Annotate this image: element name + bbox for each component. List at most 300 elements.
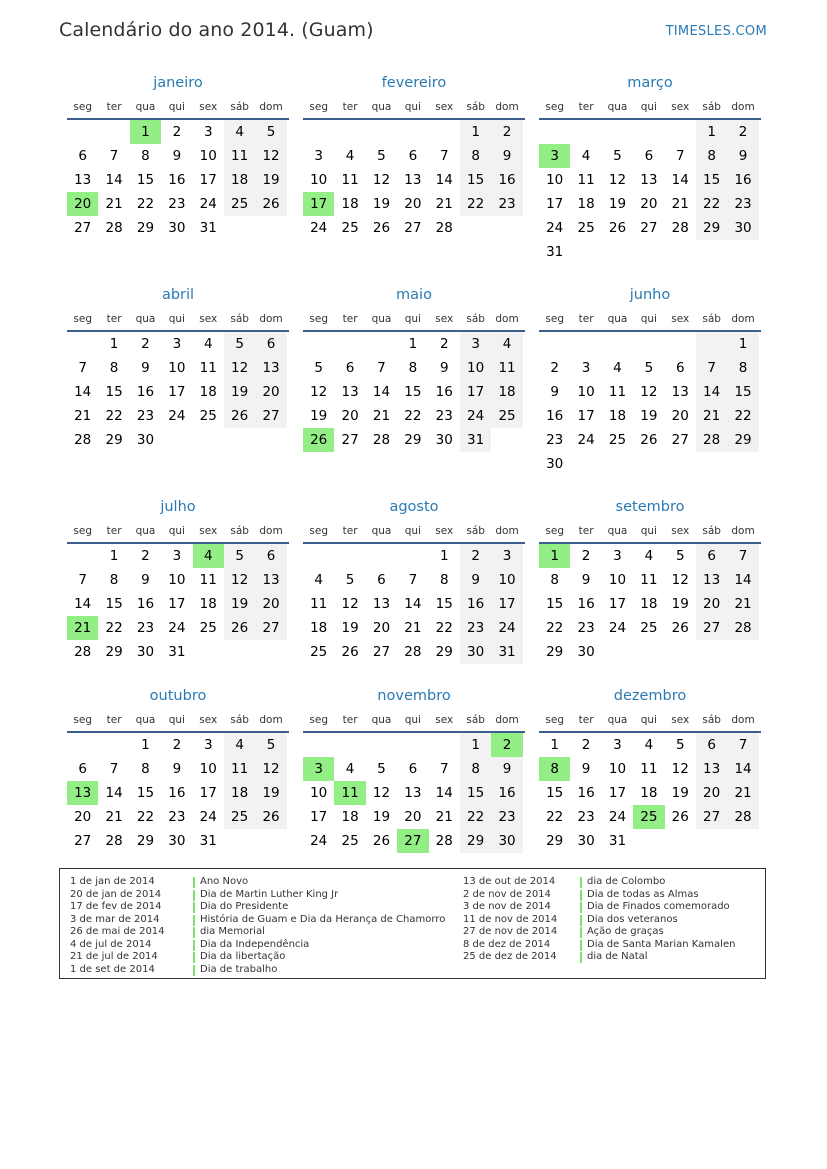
empty-cell (491, 428, 522, 452)
weekday-label: ter (578, 525, 594, 537)
day-cell: 6 (675, 360, 685, 376)
day-cell: 31 (168, 644, 186, 660)
weekday-label: seg (73, 101, 92, 113)
day-cell: 25 (199, 408, 217, 424)
day-cell: 16 (577, 785, 595, 801)
holiday-marker-icon (580, 940, 582, 951)
day-cell: 13 (404, 172, 422, 188)
legend-date: 26 de mai de 2014 (70, 926, 165, 937)
weekday-label: dom (259, 313, 283, 325)
day-cell: 25 (199, 620, 217, 636)
empty-cell (303, 332, 334, 356)
week-row (67, 781, 289, 805)
day-cell: 8 (696, 144, 727, 168)
day-cell: 26 (372, 833, 391, 849)
legend-date: 1 de jan de 2014 (70, 876, 155, 887)
empty-cell (727, 829, 758, 853)
empty-cell (98, 733, 129, 757)
legend-holiday-name: Dia de Santa Marian Kamalen (587, 938, 736, 950)
empty-cell (255, 640, 286, 664)
legend-holiday-name: Dia dos veteranos (587, 913, 678, 925)
day-cell: 29 (546, 833, 564, 849)
legend-date: 8 de dez de 2014 (463, 938, 551, 950)
holiday-day-cell: 21 (67, 616, 98, 640)
week-row (303, 404, 525, 428)
weekday-label: dom (259, 714, 283, 726)
day-cell: 8 (439, 572, 449, 588)
weekday-label: dom (495, 101, 519, 113)
legend-entry (463, 901, 735, 914)
day-cell: 27 (74, 220, 92, 236)
legend-entry (70, 951, 445, 964)
empty-cell (602, 332, 633, 356)
weekday-label: qui (640, 714, 657, 726)
day-cell: 5 (255, 120, 286, 144)
day-cell: 15 (136, 172, 155, 188)
week-row (539, 240, 761, 264)
weekday-header (539, 96, 761, 120)
empty-cell (366, 332, 397, 356)
weekday-label: sáb (230, 313, 249, 325)
day-cell: 14 (671, 172, 689, 188)
day-cell: 9 (581, 572, 591, 588)
day-cell: 31 (491, 640, 522, 664)
legend-date: 11 de nov de 2014 (463, 913, 558, 925)
legend-date: 25 de dez de 2014 (463, 951, 557, 962)
day-cell: 6 (696, 733, 727, 757)
day-cell: 4 (644, 548, 654, 564)
empty-cell (570, 120, 601, 144)
weekday-label: qua (135, 101, 156, 113)
day-cell: 11 (640, 761, 658, 777)
day-cell: 24 (546, 220, 564, 236)
empty-cell (224, 829, 255, 853)
day-cell: 20 (404, 196, 422, 212)
empty-cell (193, 428, 224, 452)
holiday-marker-icon (580, 915, 582, 926)
day-cell: 20 (696, 781, 727, 805)
day-cell: 19 (255, 168, 286, 192)
week-row (539, 640, 761, 664)
empty-cell (633, 240, 664, 264)
empty-cell (665, 240, 696, 264)
day-cell: 16 (491, 781, 522, 805)
legend-holiday-name: Ação de graças (587, 926, 664, 937)
day-cell: 23 (136, 408, 155, 424)
weekday-label: sex (671, 313, 690, 325)
weekday-label: sáb (702, 525, 721, 537)
day-cell: 23 (491, 805, 522, 829)
day-cell: 30 (577, 833, 595, 849)
day-cell: 15 (727, 380, 758, 404)
day-cell: 23 (546, 432, 564, 448)
weekday-label: sáb (702, 714, 721, 726)
weekday-label: seg (73, 714, 92, 726)
legend-entry (463, 889, 735, 902)
empty-cell (397, 544, 428, 568)
day-cell: 24 (608, 620, 627, 636)
day-cell: 24 (491, 616, 522, 640)
day-cell: 19 (255, 781, 286, 805)
day-cell: 26 (640, 432, 658, 448)
week-row (67, 356, 289, 380)
empty-cell (539, 332, 570, 356)
week-row (539, 805, 761, 829)
day-cell: 18 (491, 380, 522, 404)
week-row (303, 781, 525, 805)
day-cell: 20 (255, 592, 286, 616)
weekday-label: sex (435, 313, 454, 325)
day-cell: 6 (345, 360, 355, 376)
day-cell: 6 (696, 544, 727, 568)
day-cell: 11 (341, 172, 359, 188)
day-cell: 19 (608, 196, 627, 212)
day-cell: 13 (696, 568, 727, 592)
holiday-day-cell: 17 (303, 192, 334, 216)
day-cell: 25 (491, 404, 522, 428)
day-cell: 15 (105, 384, 123, 400)
empty-cell (633, 640, 664, 664)
day-cell: 3 (581, 360, 591, 376)
month-title: agosto (389, 499, 439, 515)
week-row (67, 332, 289, 356)
month-title: janeiro (153, 75, 203, 91)
week-row (67, 757, 289, 781)
day-cell: 24 (310, 220, 328, 236)
week-row (67, 120, 289, 144)
day-cell: 17 (199, 785, 217, 801)
day-cell: 29 (435, 644, 453, 660)
day-cell: 3 (203, 124, 213, 140)
empty-cell (696, 640, 727, 664)
day-cell: 5 (224, 544, 255, 568)
day-cell: 28 (74, 644, 92, 660)
day-cell: 6 (377, 572, 386, 588)
day-cell: 23 (577, 620, 595, 636)
weekday-label: qui (640, 101, 657, 113)
weekday-label: qui (168, 525, 185, 537)
weekday-label: sáb (702, 313, 721, 325)
day-cell: 7 (78, 360, 87, 376)
empty-cell (696, 452, 727, 476)
day-cell: 17 (491, 592, 522, 616)
weekday-label: sex (199, 714, 218, 726)
week-row (303, 168, 525, 192)
month-maio (303, 282, 525, 452)
day-cell: 4 (491, 332, 522, 356)
day-cell: 18 (640, 596, 658, 612)
holiday-marker-icon (193, 952, 195, 963)
day-cell: 12 (255, 757, 286, 781)
day-cell: 21 (404, 620, 422, 636)
month-title: fevereiro (381, 75, 447, 91)
empty-cell (161, 428, 192, 452)
day-cell: 25 (224, 805, 255, 829)
day-cell: 11 (224, 144, 255, 168)
day-cell: 16 (136, 596, 155, 612)
weekday-label: ter (342, 525, 358, 537)
day-cell: 18 (577, 196, 595, 212)
day-cell: 12 (671, 572, 689, 588)
day-cell: 29 (696, 216, 727, 240)
day-cell: 22 (105, 620, 123, 636)
day-cell: 1 (109, 548, 119, 564)
day-cell: 18 (310, 620, 328, 636)
day-cell: 15 (435, 596, 453, 612)
legend-entry (463, 876, 735, 889)
empty-cell (429, 733, 460, 757)
site-link[interactable]: TIMESLES.COM (665, 24, 767, 39)
empty-cell (665, 829, 696, 853)
day-cell: 11 (199, 572, 217, 588)
day-cell: 9 (581, 761, 591, 777)
empty-cell (570, 332, 601, 356)
day-cell: 23 (491, 192, 522, 216)
day-cell: 8 (550, 572, 559, 588)
day-cell: 24 (168, 408, 186, 424)
day-cell: 12 (608, 172, 627, 188)
weekday-label: sáb (230, 525, 249, 537)
week-row (539, 568, 761, 592)
day-cell: 19 (372, 809, 391, 825)
day-cell: 15 (136, 785, 155, 801)
week-row (67, 733, 289, 757)
legend-entry (463, 939, 735, 952)
day-cell: 5 (224, 332, 255, 356)
weekday-label: sex (199, 313, 218, 325)
day-cell: 10 (310, 172, 328, 188)
day-cell: 22 (696, 192, 727, 216)
day-cell: 20 (372, 620, 391, 636)
week-row (539, 757, 761, 781)
empty-cell (633, 452, 664, 476)
day-cell: 7 (727, 544, 758, 568)
empty-cell (696, 240, 727, 264)
day-cell: 18 (341, 196, 359, 212)
day-cell: 30 (136, 432, 155, 448)
day-cell: 5 (675, 548, 685, 564)
weekday-header (303, 96, 525, 120)
weekday-label: seg (545, 101, 564, 113)
day-cell: 14 (372, 384, 391, 400)
weekday-label: qui (640, 313, 657, 325)
week-row (303, 192, 525, 216)
day-cell: 28 (727, 805, 758, 829)
legend-holiday-name: História de Guam e Dia da Herança de Chamorro (200, 913, 446, 925)
day-cell: 4 (644, 737, 654, 753)
week-row (67, 192, 289, 216)
legend-entry (70, 914, 445, 927)
weekday-label: sex (435, 714, 454, 726)
day-cell: 19 (341, 620, 359, 636)
day-cell: 21 (671, 196, 689, 212)
legend-date: 3 de nov de 2014 (463, 901, 551, 912)
legend-column-left (70, 876, 445, 976)
day-cell: 10 (491, 568, 522, 592)
day-cell: 30 (136, 644, 155, 660)
weekday-header (67, 709, 289, 733)
week-row (67, 216, 289, 240)
day-cell: 2 (141, 336, 150, 352)
week-row (539, 192, 761, 216)
empty-cell (665, 120, 696, 144)
weekday-label: qua (607, 714, 628, 726)
week-row (303, 805, 525, 829)
day-cell: 20 (404, 809, 422, 825)
day-cell: 16 (168, 172, 186, 188)
day-cell: 5 (314, 360, 323, 376)
day-cell: 25 (341, 833, 359, 849)
week-row (539, 452, 761, 476)
day-cell: 28 (404, 644, 422, 660)
day-cell: 19 (671, 596, 689, 612)
week-row (539, 356, 761, 380)
day-cell: 3 (172, 336, 182, 352)
weekday-label: seg (545, 313, 564, 325)
legend-column-right (463, 876, 735, 964)
holiday-legend (59, 868, 766, 979)
month-agosto (303, 494, 525, 664)
legend-holiday-name: Dia de todas as Almas (587, 888, 699, 900)
month-dezembro (539, 683, 761, 853)
day-cell: 5 (345, 572, 355, 588)
day-cell: 25 (640, 620, 658, 636)
month-title: novembro (377, 688, 451, 704)
legend-entry (70, 876, 445, 889)
day-cell: 9 (141, 572, 150, 588)
weekday-header (303, 308, 525, 332)
weekday-label: dom (259, 101, 283, 113)
day-cell: 19 (372, 196, 391, 212)
day-cell: 27 (255, 404, 286, 428)
day-cell: 15 (460, 168, 491, 192)
day-cell: 28 (105, 833, 123, 849)
day-cell: 19 (224, 380, 255, 404)
weekday-label: sáb (230, 101, 249, 113)
legend-holiday-name: Dia do Presidente (200, 901, 289, 912)
empty-cell (460, 216, 491, 240)
holiday-marker-icon (580, 902, 582, 913)
month-setembro (539, 494, 761, 664)
holiday-day-cell: 25 (633, 805, 664, 829)
weekday-label: ter (342, 313, 358, 325)
weekday-label: sáb (466, 714, 485, 726)
day-cell: 17 (199, 172, 217, 188)
weekday-label: ter (342, 714, 358, 726)
day-cell: 14 (435, 785, 453, 801)
week-row (539, 428, 761, 452)
legend-entry (463, 914, 735, 927)
week-row (67, 568, 289, 592)
holiday-marker-icon (580, 890, 582, 901)
day-cell: 26 (671, 620, 689, 636)
day-cell: 4 (224, 120, 255, 144)
day-cell: 21 (372, 408, 391, 424)
day-cell: 30 (168, 833, 186, 849)
week-row (67, 805, 289, 829)
day-cell: 30 (460, 640, 491, 664)
weekday-label: qua (371, 101, 392, 113)
day-cell: 5 (377, 761, 386, 777)
week-row (539, 733, 761, 757)
weekday-label: ter (106, 313, 122, 325)
day-cell: 25 (341, 220, 359, 236)
day-cell: 18 (224, 168, 255, 192)
month-outubro (67, 683, 289, 853)
holiday-day-cell: 1 (130, 120, 161, 144)
weekday-label: ter (342, 101, 358, 113)
day-cell: 17 (168, 596, 186, 612)
week-row (67, 544, 289, 568)
day-cell: 23 (168, 196, 186, 212)
week-row (67, 144, 289, 168)
weekday-label: qua (135, 313, 156, 325)
empty-cell (193, 640, 224, 664)
day-cell: 9 (727, 144, 758, 168)
day-cell: 21 (435, 196, 453, 212)
day-cell: 6 (78, 148, 87, 164)
week-row (303, 640, 525, 664)
week-row (303, 380, 525, 404)
day-cell: 4 (203, 336, 213, 352)
day-cell: 23 (577, 809, 595, 825)
day-cell: 20 (341, 408, 359, 424)
holiday-marker-icon (193, 890, 195, 901)
empty-cell (255, 216, 286, 240)
week-row (303, 568, 525, 592)
day-cell: 3 (460, 332, 491, 356)
empty-cell (570, 452, 601, 476)
day-cell: 17 (608, 596, 627, 612)
holiday-marker-icon (193, 965, 195, 976)
day-cell: 12 (224, 356, 255, 380)
day-cell: 12 (640, 384, 658, 400)
day-cell: 27 (255, 616, 286, 640)
day-cell: 6 (408, 761, 418, 777)
month-julho (67, 494, 289, 664)
day-cell: 9 (491, 757, 522, 781)
day-cell: 28 (105, 220, 123, 236)
day-cell: 27 (74, 833, 92, 849)
day-cell: 15 (546, 596, 564, 612)
day-cell: 28 (74, 432, 92, 448)
day-cell: 11 (491, 356, 522, 380)
weekday-label: sáb (702, 101, 721, 113)
empty-cell (334, 120, 365, 144)
weekday-header (67, 96, 289, 120)
empty-cell (303, 120, 334, 144)
day-cell: 24 (199, 196, 217, 212)
day-cell: 26 (341, 644, 359, 660)
weekday-label: dom (495, 714, 519, 726)
empty-cell (602, 240, 633, 264)
day-cell: 18 (608, 408, 627, 424)
week-row (303, 428, 525, 452)
empty-cell (602, 640, 633, 664)
weekday-label: qui (404, 313, 421, 325)
day-cell: 29 (136, 833, 155, 849)
day-cell: 19 (640, 408, 658, 424)
weekday-label: sex (671, 525, 690, 537)
holiday-day-cell: 3 (303, 757, 334, 781)
day-cell: 29 (105, 644, 123, 660)
day-cell: 7 (696, 356, 727, 380)
day-cell: 14 (727, 757, 758, 781)
day-cell: 1 (109, 336, 119, 352)
empty-cell (67, 332, 98, 356)
empty-cell (397, 120, 428, 144)
legend-holiday-name: Dia da libertação (200, 951, 286, 962)
